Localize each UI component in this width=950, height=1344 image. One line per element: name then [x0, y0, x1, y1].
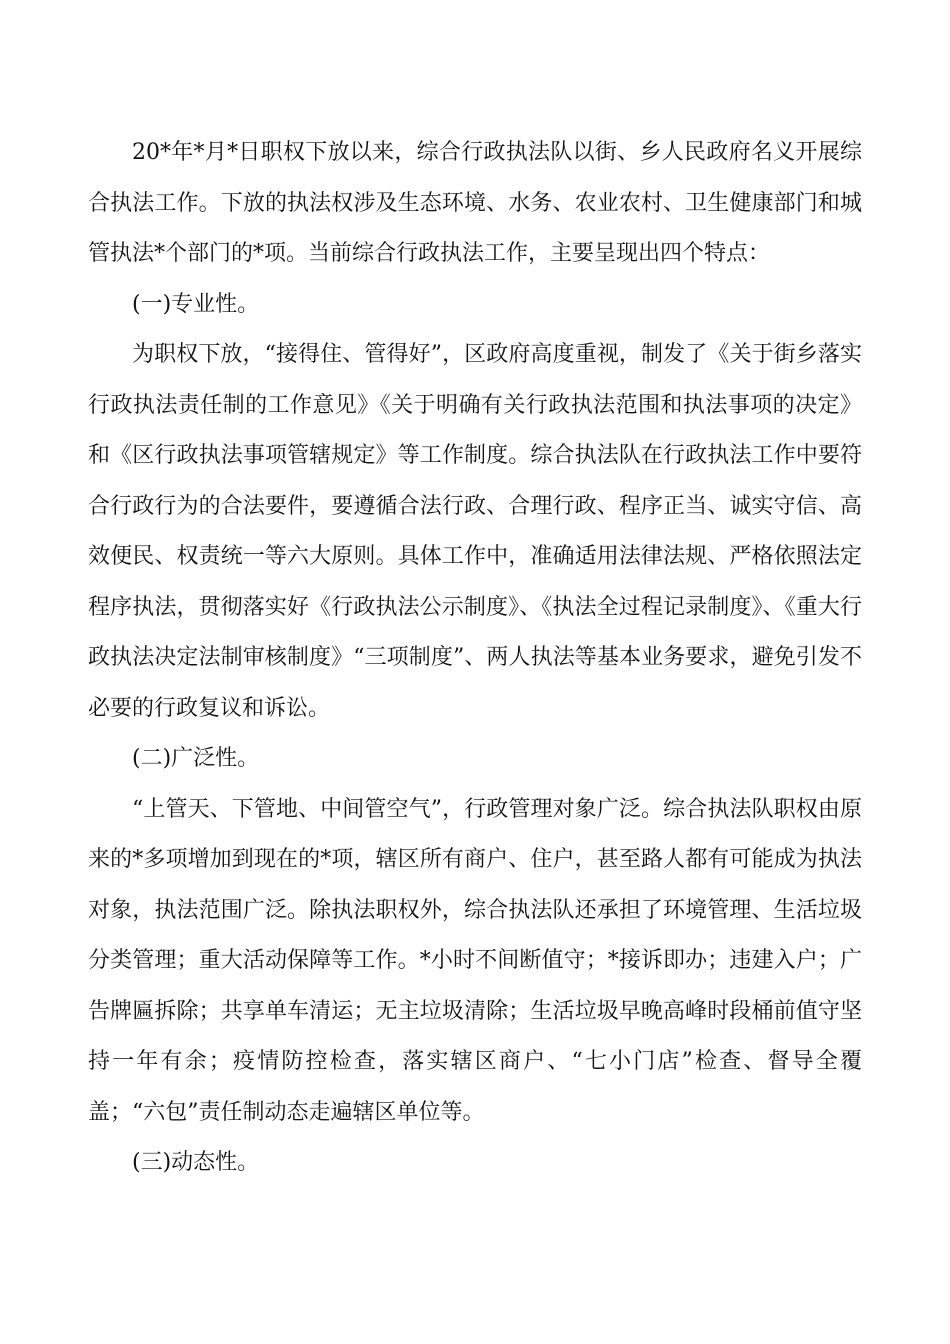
document-body: [88, 128, 862, 1189]
intro-paragraph: 20*年*月*日职权下放以来，综合行政执法队以街、乡人民政府名义开展综合执法工作。下放的执法权涉及生态环境、水务、农业农村、卫生健康部门和城管执法*个部门的*项。当前综合行政执法工作，主要呈现出四个特点：: [88, 140, 862, 266]
section-2-heading: (二)广泛性。: [132, 746, 260, 771]
section-1-paragraph: 为职权下放，“接得住、管得好”，区政府高度重视，制发了《关于街乡落实行政执法责任制的工作意见》《关于明确有关行政执法范围和执法事项的决定》和《区行政执法事项管辖规定》等工作制度。综合执法队在行政执法工作中要符合行政行为的合法要件，要遵循合法行政、合理行政、程序正当、诚实守信、高效便民、权责统一等六大原则。具体工作中，准确适用法律法规、严格依照法定程序执法，贯彻落实好《行政执法公示制度》、《执法全过程记录制度》、《重大行政执法决定法制审核制度》“三项制度”、两人执法等基本业务要求，避免引发不必要的行政复议和诉讼。: [88, 342, 862, 721]
section-1-heading: (一)专业性。: [132, 291, 260, 317]
section-3-heading: (三)动态性。: [132, 1150, 260, 1175]
section-2-paragraph: “上管天、下管地、中间管空气”，行政管理对象广泛。综合执法队职权由原来的*多项增加到现在的*项，辖区所有商户、住户，甚至路人都有可能成为执法对象，执法范围广泛。除执法职权外，综合执法队还承担了环境管理、生活垃圾分类管理；重大活动保障等工作。*小时不间断值守；*接诉即办；违建入户；广告牌匾拆除；共享单车清运；无主垃圾清除；生活垃圾早晚高峰时段桶前值守坚持一年有余；疫情防控检查，落实辖区商户、“七小门店”检查、督导全覆盖；“六包”责任制动态走遍辖区单位等。: [88, 796, 862, 1125]
